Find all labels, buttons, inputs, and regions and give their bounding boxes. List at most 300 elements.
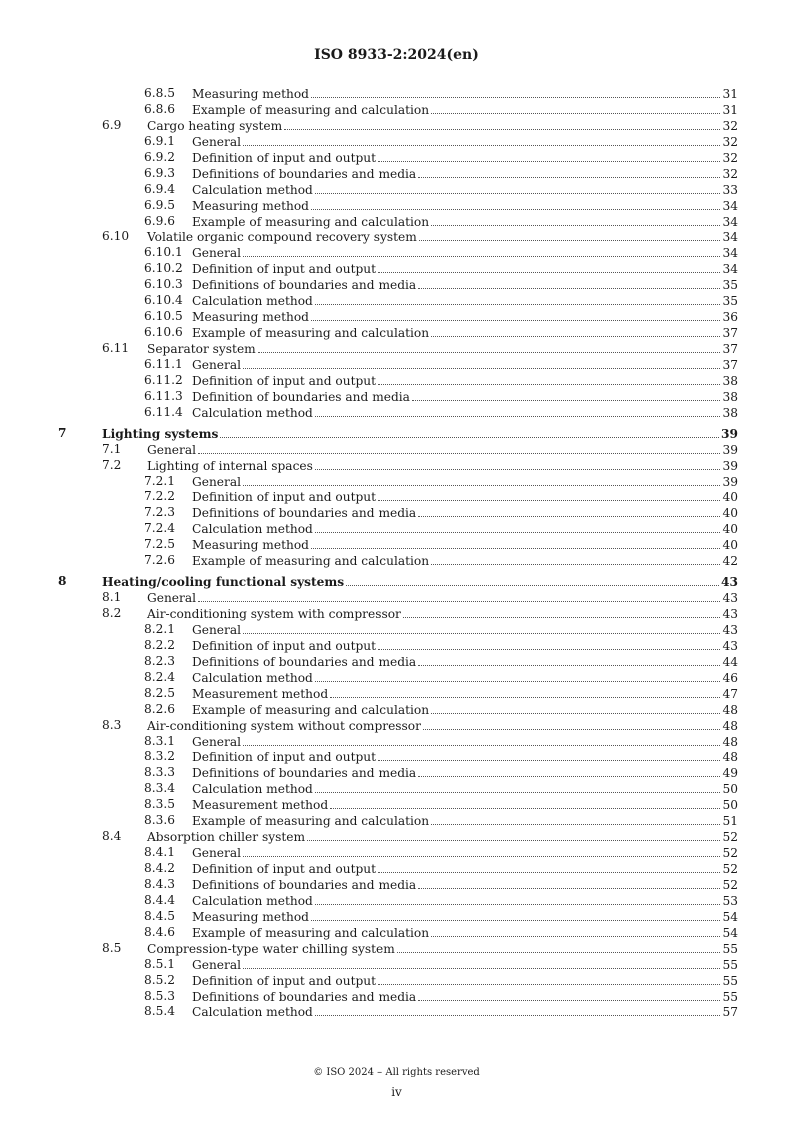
toc-entry[interactable] — [58, 442, 738, 458]
toc-entry-line — [192, 893, 738, 910]
toc-entry-title[interactable]: Separator system — [147, 342, 256, 356]
toc-entry-number: 6.9.2 — [144, 149, 176, 164]
toc-entry-page[interactable]: 51 — [722, 814, 738, 829]
toc-entry-title[interactable]: Measuring method — [192, 87, 309, 101]
toc-entry-title[interactable]: Definitions of boundaries and media — [192, 506, 417, 521]
toc-entry-title[interactable]: Example of measuring and calculation — [192, 326, 430, 341]
toc-entry-number: 6.11.2 — [144, 372, 183, 387]
toc-entry-number: 6.9 — [102, 117, 122, 132]
toc-entry-number: 6.10.3 — [144, 277, 183, 292]
toc-entry-line — [192, 957, 738, 974]
dot-leader — [258, 341, 721, 353]
toc-entry[interactable] — [58, 373, 738, 389]
toc-entry-line — [192, 261, 738, 278]
toc-entry-page[interactable]: 53 — [722, 893, 738, 908]
toc-entry-page[interactable]: 55 — [722, 957, 738, 972]
toc-entry[interactable] — [58, 198, 738, 214]
toc-entry[interactable] — [58, 261, 738, 277]
toc-entry-title[interactable]: Absorption chiller system — [147, 830, 306, 845]
toc-entry-title[interactable]: Example of measuring and calculation — [192, 814, 430, 829]
toc-entry-number: 8.3.4 — [144, 781, 176, 796]
toc-entry-line — [192, 686, 738, 703]
toc-entry[interactable] — [58, 781, 738, 797]
toc-entry-line — [192, 357, 738, 374]
toc-entry-title[interactable]: Definitions of boundaries and media — [192, 166, 417, 181]
toc-entry-page[interactable]: 34 — [722, 246, 738, 261]
toc-entry[interactable] — [58, 845, 738, 861]
toc-entry-page[interactable]: 35 — [722, 278, 738, 293]
dot-leader — [431, 102, 720, 114]
dot-leader — [431, 553, 720, 565]
toc-entry-page[interactable]: 32 — [722, 118, 738, 133]
dot-leader — [243, 957, 720, 969]
toc-entry-line — [192, 749, 738, 766]
toc-entry[interactable] — [58, 925, 738, 941]
toc-entry[interactable] — [58, 214, 738, 230]
toc-entry-line — [192, 1004, 738, 1021]
toc-entry-page[interactable]: 52 — [722, 877, 738, 892]
document-header: ISO 8933-2:2024(en) — [314, 47, 479, 63]
toc-entry[interactable] — [58, 389, 738, 405]
toc-entry-number: 7.2.5 — [144, 537, 176, 552]
dot-leader — [311, 86, 721, 98]
toc-entry-title[interactable]: General — [147, 591, 196, 606]
toc-entry-page[interactable]: 57 — [722, 1005, 738, 1020]
dot-leader — [431, 325, 720, 337]
toc-entry-title[interactable]: Definitions of boundaries and media — [192, 877, 417, 892]
toc-entry-title[interactable]: General — [192, 246, 241, 261]
toc-entry-page[interactable]: 43 — [722, 607, 738, 621]
toc-entry-title[interactable]: Example of measuring and calculation — [192, 214, 430, 229]
toc-entry-page[interactable]: 47 — [722, 686, 738, 701]
toc-entry-title[interactable]: Calculation method — [192, 1005, 313, 1020]
toc-entry-page[interactable]: 42 — [722, 554, 738, 569]
dot-leader — [378, 861, 720, 873]
toc-entry-page[interactable]: 39 — [721, 426, 738, 441]
dot-leader — [378, 749, 720, 761]
toc-entry-page[interactable]: 50 — [722, 798, 738, 813]
toc-entry-number: 6.11.3 — [144, 388, 183, 403]
dot-leader — [418, 654, 720, 666]
toc-entry[interactable] — [58, 973, 738, 989]
toc-entry-line — [192, 765, 738, 782]
dot-leader — [378, 150, 720, 162]
toc-entry-number: 8.2.4 — [144, 669, 176, 684]
toc-entry-title[interactable]: Definitions of boundaries and media — [192, 989, 417, 1004]
toc-entry[interactable] — [58, 489, 738, 505]
dot-leader — [284, 118, 720, 130]
toc-entry-title[interactable]: Volatile organic compound recovery system — [147, 230, 417, 245]
toc-entry[interactable] — [58, 474, 738, 490]
toc-entry-line — [147, 229, 738, 246]
toc-entry[interactable] — [58, 861, 738, 877]
toc-entry-number: 8.4.5 — [144, 908, 176, 923]
toc-entry-title[interactable]: General — [192, 134, 241, 149]
toc-entry-page[interactable]: 50 — [722, 782, 738, 797]
toc-entry-line — [192, 654, 738, 671]
toc-entry[interactable] — [58, 537, 738, 553]
toc-entry[interactable] — [58, 622, 738, 638]
toc-entry-line — [192, 989, 738, 1006]
toc-entry[interactable] — [58, 989, 738, 1005]
toc-entry-title[interactable]: General — [192, 357, 241, 372]
toc-entry-line — [147, 118, 738, 135]
toc-entry[interactable] — [58, 749, 738, 765]
dot-leader — [243, 134, 720, 146]
toc-entry-number: 8.3.2 — [144, 749, 176, 764]
dot-leader — [378, 373, 720, 385]
dot-leader — [397, 941, 721, 953]
dot-leader — [315, 458, 721, 470]
toc-entry-line — [192, 86, 738, 103]
toc-entry-line — [192, 702, 738, 719]
toc-entry-line — [147, 590, 738, 607]
toc-entry-title[interactable]: Cargo heating system — [147, 118, 283, 133]
toc-entry[interactable] — [58, 118, 738, 134]
toc-entry-number: 8.3.5 — [144, 797, 176, 812]
toc-entry-title[interactable]: Measuring method — [192, 310, 309, 325]
toc-entry-page[interactable]: 52 — [722, 846, 738, 861]
dot-leader — [378, 261, 720, 273]
toc-entry-title[interactable]: Definitions of boundaries and media — [192, 654, 417, 669]
toc-entry-number: 8.5 — [102, 940, 122, 955]
toc-entry-title[interactable]: Example of measuring and calculation — [192, 925, 430, 940]
dot-leader — [412, 389, 721, 401]
toc-entry-page[interactable]: 34 — [722, 214, 738, 229]
toc-entry[interactable] — [58, 909, 738, 925]
toc-entry-title[interactable]: Definition of boundaries and media — [192, 389, 410, 404]
toc-entry-title[interactable]: Measuring method — [192, 538, 309, 553]
toc-entry-page[interactable]: 48 — [722, 702, 738, 717]
toc-entry-number: 7.2.1 — [144, 473, 176, 488]
toc-entry-page[interactable]: 38 — [722, 389, 738, 404]
dot-leader — [307, 829, 720, 841]
toc-entry-page[interactable]: 40 — [722, 506, 738, 521]
toc-entry-page[interactable]: 38 — [722, 405, 738, 420]
toc-entry-title[interactable]: General — [192, 957, 241, 972]
toc-entry-number: 8.4.4 — [144, 892, 176, 907]
toc-entry-page[interactable]: 44 — [722, 654, 738, 669]
toc-entry-line — [192, 293, 738, 310]
toc-entry[interactable] — [58, 957, 738, 973]
dot-leader — [418, 277, 720, 289]
toc-entry-line — [192, 325, 738, 342]
toc-entry[interactable] — [58, 357, 738, 373]
toc-entry-number: 8.4.3 — [144, 876, 176, 891]
toc-entry-page[interactable]: 39 — [722, 442, 738, 457]
toc-entry-title[interactable]: Heating/cooling functional systems — [102, 575, 345, 590]
toc-entry-title[interactable]: Measuring method — [192, 198, 309, 213]
toc-entry-page[interactable]: 43 — [722, 591, 738, 606]
toc-entry-title[interactable]: Air-conditioning system with compressor — [147, 607, 401, 621]
toc-entry-line — [102, 574, 738, 591]
toc-entry-page[interactable]: 55 — [722, 973, 738, 988]
dot-leader — [243, 734, 720, 746]
toc-entry-number: 6.9.3 — [144, 165, 176, 180]
dot-leader — [311, 309, 721, 321]
toc-entry-page[interactable]: 46 — [722, 670, 738, 685]
toc-entry-page[interactable]: 48 — [722, 718, 738, 733]
toc-entry-page[interactable]: 43 — [722, 638, 738, 653]
toc-entry-line — [192, 489, 738, 506]
toc-entry[interactable] — [58, 702, 738, 718]
toc-entry-line — [192, 861, 738, 878]
toc-entry[interactable] — [58, 166, 738, 182]
toc-entry-number: 7.2.2 — [144, 489, 176, 504]
toc-entry-line — [192, 553, 738, 570]
toc-entry[interactable] — [58, 670, 738, 686]
toc-entry-line — [192, 198, 738, 215]
toc-entry-page[interactable]: 31 — [722, 102, 738, 117]
dot-leader — [243, 357, 720, 369]
dot-leader — [346, 574, 719, 586]
toc-entry[interactable] — [58, 893, 738, 909]
dot-leader — [378, 638, 720, 650]
toc-entry-number: 8.4.6 — [144, 924, 176, 939]
toc-entry-line — [192, 973, 738, 990]
toc-entry[interactable] — [58, 405, 738, 421]
toc-entry-title[interactable]: Definition of input and output — [192, 150, 377, 165]
toc-entry[interactable] — [58, 718, 738, 734]
toc-entry-page[interactable]: 31 — [722, 87, 738, 101]
toc-entry-line — [102, 426, 738, 443]
toc-entry[interactable] — [58, 229, 738, 245]
toc-entry-page[interactable]: 34 — [722, 198, 738, 213]
toc-entry[interactable] — [58, 325, 738, 341]
toc-entry-line — [192, 405, 738, 422]
toc-entry[interactable] — [58, 574, 738, 590]
toc-entry-line — [192, 245, 738, 262]
dot-leader — [378, 973, 720, 985]
toc-entry-title[interactable]: General — [192, 474, 241, 489]
toc-entry[interactable] — [58, 829, 738, 845]
toc-entry-title[interactable]: Definition of input and output — [192, 262, 377, 277]
toc-entry-page[interactable]: 34 — [722, 262, 738, 277]
dot-leader — [315, 293, 721, 305]
toc-entry-title[interactable]: Air-conditioning system without compressor — [147, 718, 421, 733]
toc-entry-number: 8.2.1 — [144, 621, 176, 636]
toc-entry-line — [192, 521, 738, 538]
toc-entry[interactable] — [58, 765, 738, 781]
toc-entry[interactable] — [58, 134, 738, 150]
toc-entry-line — [147, 458, 738, 475]
toc-entry-title[interactable]: Calculation method — [192, 294, 313, 309]
dot-leader — [330, 797, 720, 809]
toc-entry-page[interactable]: 32 — [722, 150, 738, 165]
toc-entry-title[interactable]: Measurement method — [192, 686, 329, 701]
toc-entry-number: 8.5.3 — [144, 988, 176, 1003]
toc-entry-line — [192, 389, 738, 406]
toc-entry-title[interactable]: Compression-type water chilling system — [147, 941, 395, 956]
toc-entry-number: 6.11.4 — [144, 404, 183, 419]
toc-entry-page[interactable]: 40 — [722, 522, 738, 537]
toc-entry-title[interactable]: Lighting of internal spaces — [147, 458, 313, 473]
toc-entry-title[interactable]: General — [147, 442, 196, 457]
toc-entry-title[interactable]: Example of measuring and calculation — [192, 554, 430, 569]
toc-entry-title[interactable]: Definition of input and output — [192, 638, 377, 653]
toc-entry[interactable] — [58, 245, 738, 261]
toc-entry-line — [192, 845, 738, 862]
toc-entry[interactable] — [58, 654, 738, 670]
toc-entry-line — [192, 877, 738, 894]
toc-entry[interactable] — [58, 426, 738, 442]
toc-entry-page[interactable]: 49 — [722, 766, 738, 781]
toc-entry-line — [192, 166, 738, 183]
toc-entry-title[interactable]: Definitions of boundaries and media — [192, 278, 417, 293]
toc-entry[interactable] — [58, 941, 738, 957]
toc-entry-page[interactable]: 43 — [721, 575, 738, 590]
toc-entry-page[interactable]: 52 — [722, 862, 738, 876]
toc-entry-number: 8.2.5 — [144, 685, 176, 700]
toc-entry-title[interactable]: Measurement method — [192, 798, 329, 813]
toc-entry[interactable] — [58, 797, 738, 813]
toc-entry-number: 8.3.6 — [144, 813, 176, 828]
toc-entry[interactable] — [58, 606, 738, 622]
toc-entry-page[interactable]: 32 — [722, 166, 738, 181]
toc-entry-number: 6.9.6 — [144, 213, 176, 228]
toc-entry-line — [147, 829, 738, 846]
toc-entry-title[interactable]: Example of measuring and calculation — [192, 702, 430, 717]
table-of-contents — [58, 86, 738, 1020]
toc-entry[interactable] — [58, 590, 738, 606]
toc-entry-page[interactable]: 55 — [722, 941, 738, 956]
dot-leader — [243, 245, 720, 257]
toc-entry-title[interactable]: Definition of input and output — [192, 490, 377, 505]
toc-entry-line — [192, 734, 738, 751]
toc-entry[interactable] — [58, 293, 738, 309]
toc-entry-page[interactable]: 36 — [722, 310, 738, 325]
toc-entry-page[interactable]: 37 — [722, 342, 738, 356]
toc-entry-page[interactable]: 34 — [722, 230, 738, 245]
toc-entry[interactable] — [58, 458, 738, 474]
dot-leader — [418, 765, 720, 777]
toc-entry-line — [192, 781, 738, 798]
toc-entry-title[interactable]: Definition of input and output — [192, 373, 377, 388]
toc-entry-page[interactable]: 33 — [722, 182, 738, 197]
dot-leader — [418, 166, 720, 178]
toc-entry[interactable] — [58, 734, 738, 750]
toc-entry-line — [192, 813, 738, 830]
dot-leader — [315, 893, 721, 905]
toc-entry-number: 8.4.1 — [144, 845, 176, 860]
dot-leader — [315, 781, 721, 793]
toc-entry-number: 6.10.4 — [144, 293, 183, 308]
toc-entry-title[interactable]: Calculation method — [192, 405, 313, 420]
toc-entry[interactable] — [58, 182, 738, 198]
toc-entry-page[interactable]: 54 — [722, 909, 738, 924]
toc-entry-number: 8.2 — [102, 606, 122, 620]
toc-entry-number: 8.3.3 — [144, 765, 176, 780]
toc-entry[interactable] — [58, 309, 738, 325]
toc-entry-number: 7.2.6 — [144, 553, 176, 568]
toc-entry-page[interactable]: 40 — [722, 538, 738, 553]
toc-entry[interactable] — [58, 277, 738, 293]
toc-entry-page[interactable]: 48 — [722, 734, 738, 749]
toc-entry-title[interactable]: Calculation method — [192, 670, 313, 685]
toc-entry-number: 8.5.1 — [144, 956, 176, 971]
toc-entry[interactable] — [58, 521, 738, 537]
toc-entry-page[interactable]: 32 — [722, 134, 738, 149]
toc-entry-line — [147, 442, 738, 459]
dot-leader — [418, 505, 720, 517]
toc-entry-title[interactable]: Calculation method — [192, 782, 313, 797]
toc-entry-title[interactable]: Measuring method — [192, 909, 309, 924]
toc-entry-page[interactable]: 38 — [722, 373, 738, 388]
dot-leader — [431, 925, 720, 937]
copyright-footer: © ISO 2024 – All rights reserved — [313, 1067, 480, 1078]
toc-entry[interactable] — [58, 686, 738, 702]
toc-entry-title[interactable]: Definitions of boundaries and media — [192, 766, 417, 781]
dot-leader — [315, 182, 721, 194]
dot-leader — [431, 702, 720, 714]
toc-entry-number: 7.1 — [102, 441, 122, 456]
toc-entry-page[interactable]: 40 — [722, 490, 738, 505]
toc-entry[interactable] — [58, 102, 738, 118]
dot-leader — [311, 198, 721, 210]
toc-entry-title[interactable]: Example of measuring and calculation — [192, 102, 430, 117]
toc-entry-number: 6.10.2 — [144, 261, 183, 276]
toc-entry[interactable] — [58, 150, 738, 166]
toc-entry[interactable] — [58, 638, 738, 654]
toc-entry-page[interactable]: 37 — [722, 357, 738, 372]
toc-entry-title[interactable]: Calculation method — [192, 522, 313, 537]
toc-entry-line — [192, 102, 738, 119]
toc-entry[interactable] — [58, 1004, 738, 1020]
toc-entry-page[interactable]: 35 — [722, 294, 738, 309]
toc-entry-line — [192, 638, 738, 655]
dot-leader — [220, 426, 719, 438]
toc-entry[interactable] — [58, 553, 738, 569]
toc-entry[interactable] — [58, 341, 738, 357]
toc-entry-page[interactable]: 48 — [722, 750, 738, 765]
toc-entry-number: 6.11.1 — [144, 356, 183, 371]
toc-entry-line — [147, 341, 738, 358]
toc-entry-page[interactable]: 37 — [722, 326, 738, 341]
toc-entry-title[interactable]: Definition of input and output — [192, 862, 377, 876]
toc-entry-line — [147, 718, 738, 735]
toc-entry-title[interactable]: General — [192, 622, 241, 637]
toc-entry[interactable] — [58, 877, 738, 893]
toc-entry-title[interactable]: General — [192, 734, 241, 749]
toc-entry-number: 8.3.1 — [144, 733, 176, 748]
toc-entry-title[interactable]: Calculation method — [192, 182, 313, 197]
toc-entry[interactable] — [58, 813, 738, 829]
toc-entry-page[interactable]: 54 — [722, 925, 738, 940]
toc-entry-number: 6.10.5 — [144, 309, 183, 324]
toc-entry-number: 7.2.4 — [144, 521, 176, 536]
toc-entry-title[interactable]: General — [192, 846, 241, 861]
dot-leader — [198, 590, 720, 602]
toc-entry[interactable] — [58, 86, 738, 102]
toc-entry-title[interactable]: Definition of input and output — [192, 973, 377, 988]
toc-entry-number: 8.4.2 — [144, 861, 176, 875]
toc-entry-line — [192, 182, 738, 199]
toc-entry-page[interactable]: 55 — [722, 989, 738, 1004]
dot-leader — [419, 229, 721, 241]
toc-entry-number: 6.8.5 — [144, 86, 176, 100]
toc-entry-number: 8.5.4 — [144, 1004, 176, 1019]
toc-entry[interactable] — [58, 505, 738, 521]
toc-entry-title[interactable]: Calculation method — [192, 893, 313, 908]
toc-entry-number: 8.4 — [102, 829, 122, 844]
toc-entry-page[interactable]: 39 — [722, 474, 738, 489]
toc-entry-page[interactable]: 43 — [722, 622, 738, 637]
dot-leader — [418, 877, 720, 889]
toc-entry-page[interactable]: 39 — [722, 458, 738, 473]
toc-entry-title[interactable]: Lighting systems — [102, 426, 219, 441]
toc-entry-title[interactable]: Definition of input and output — [192, 750, 377, 765]
toc-entry-page[interactable]: 52 — [722, 830, 738, 845]
